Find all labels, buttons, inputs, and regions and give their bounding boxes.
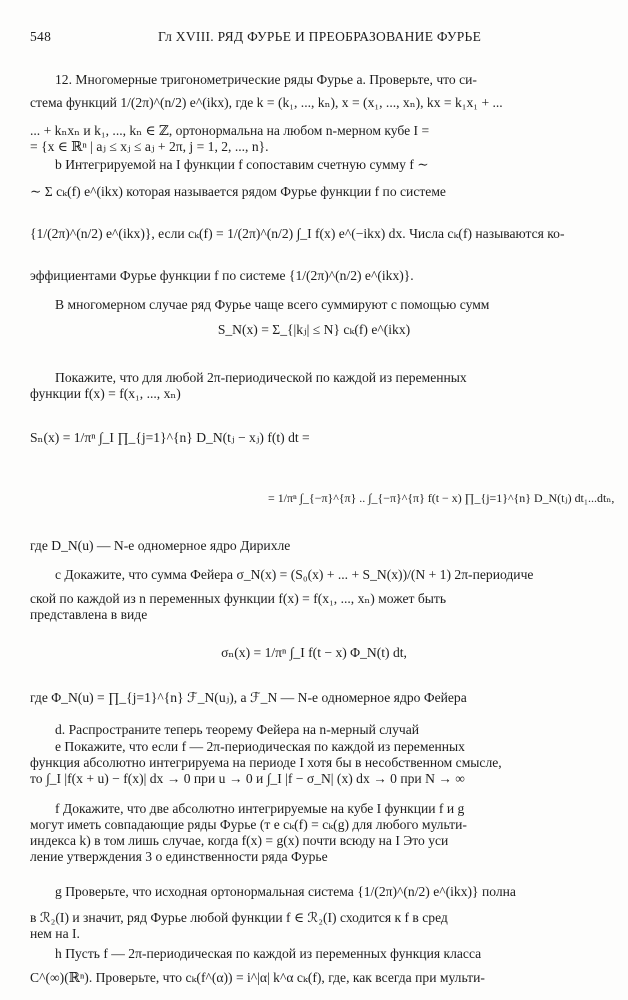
text-line: = 1/πⁿ ∫_{−π}^{π} .. ∫_{−π}^{π} f(t − x) ∏_{j=1}^{n} D_N(tⱼ) dt₁...dtₙ, bbox=[268, 491, 615, 505]
text-line: представлена в виде bbox=[30, 607, 148, 622]
text-line: Sₙ(x) = 1/πⁿ ∫_I ∏_{j=1}^{n} D_N(tⱼ − xⱼ) f(t) dt = bbox=[30, 430, 310, 445]
text-line: стема функций 1/(2π)^(n/2) e^(ikx), где k = (k₁, ..., kₙ), x = (x₁, ..., xₙ), kx = k₁x₁ + ... bbox=[30, 95, 503, 110]
text-line: могут иметь совпадающие ряды Фурье (т е cₖ(f) = cₖ(g) для любого мульти- bbox=[30, 817, 467, 832]
text-line: f Докажите, что две абсолютно интегрируемые на кубе I функции f и g bbox=[55, 801, 465, 816]
text-line: В многомерном случае ряд Фурье чаще всего суммируют с помощью сумм bbox=[55, 297, 490, 312]
text-line: где D_N(u) — N-е одномерное ядро Дирихле bbox=[30, 538, 291, 553]
text-line: где Φ_N(u) = ∏_{j=1}^{n} ℱ_N(uⱼ), а ℱ_N — N-е одномерное ядро Фейера bbox=[30, 690, 467, 705]
text-line: {1/(2π)^(n/2) e^(ikx)}, если cₖ(f) = 1/(2π)^(n/2) ∫_I f(x) e^(−ikx) dx. Числа cₖ(f) называются ко- bbox=[30, 226, 565, 241]
text-line: g Проверьте, что исходная ортонормальная система {1/(2π)^(n/2) e^(ikx)} полна bbox=[55, 884, 516, 899]
text-line: b Интегрируемой на I функции f сопоставим счетную сумму f ∼ bbox=[55, 157, 429, 172]
text-line: d. Распространите теперь теорему Фейера на n-мерный случай bbox=[55, 722, 420, 737]
text-line: 12. Многомерные тригонометрические ряды Фурье а. Проверьте, что си- bbox=[55, 72, 477, 87]
text-line: = {x ∈ ℝⁿ | aⱼ ≤ xⱼ ≤ aⱼ + 2π, j = 1, 2, ..., n}. bbox=[30, 139, 269, 154]
text-line: функция абсолютно интегрируема на периоде I хотя бы в несобственном смысле, bbox=[30, 755, 502, 770]
text-line: C^(∞)(ℝⁿ). Проверьте, что cₖ(f^(α)) = i^|α| k^α cₖ(f), где, как всегда при мульти- bbox=[30, 970, 485, 985]
display-formula: S_N(x) = Σ_{|kⱼ| ≤ N} cₖ(f) e^(ikx) bbox=[217, 322, 411, 337]
text-line: e Покажите, что если f — 2π-периодическая по каждой из переменных bbox=[55, 739, 465, 754]
text-line: индекса k) в том лишь случае, когда f(x) = g(x) почти всюду на I Это уси bbox=[30, 833, 449, 848]
text-line: функции f(x) = f(x₁, ..., xₙ) bbox=[30, 386, 181, 401]
text-line: эффициентами Фурье функции f по системе {1/(2π)^(n/2) e^(ikx)}. bbox=[30, 268, 414, 283]
display-formula: σₙ(x) = 1/πⁿ ∫_I f(t − x) Φ_N(t) dt, bbox=[221, 645, 407, 660]
text-line: Покажите, что для любой 2π-периодической по каждой из переменных bbox=[55, 370, 467, 385]
text-line: нем на I. bbox=[30, 926, 80, 941]
text-line: ∼ Σ cₖ(f) e^(ikx) которая называется рядом Фурье функции f по системе bbox=[30, 184, 446, 199]
text-line: ской по каждой из n переменных функции f(x) = f(x₁, ..., xₙ) может быть bbox=[30, 591, 447, 606]
text-line: ... + kₙxₙ и k₁, ..., kₙ ∈ ℤ, ортонормальна на любом n-мерном кубе I = bbox=[30, 123, 430, 138]
text-line: то ∫_I |f(x + u) − f(x)| dx → 0 при u → 0 и ∫_I |f − σ_N| (x) dx → 0 при N → ∞ bbox=[30, 771, 465, 786]
text-line: в ℛ₂(I) и значит, ряд Фурье любой функции f ∈ ℛ₂(I) сходится к f в сред bbox=[30, 910, 448, 925]
text-line: ление утверждения 3 о единственности ряда Фурье bbox=[30, 849, 328, 864]
running-header bbox=[22, 29, 604, 47]
running-title: Гл XVIII. РЯД ФУРЬЕ И ПРЕОБРАЗОВАНИЕ ФУРЬЕ bbox=[158, 29, 482, 44]
text-line: h Пусть f — 2π-периодическая по каждой из переменных функция класса bbox=[55, 946, 482, 961]
text-line: c Докажите, что сумма Фейера σ_N(x) = (S₀(x) + ... + S_N(x))/(N + 1) 2π-периодиче bbox=[55, 567, 534, 582]
page-number: 548 bbox=[30, 29, 52, 44]
